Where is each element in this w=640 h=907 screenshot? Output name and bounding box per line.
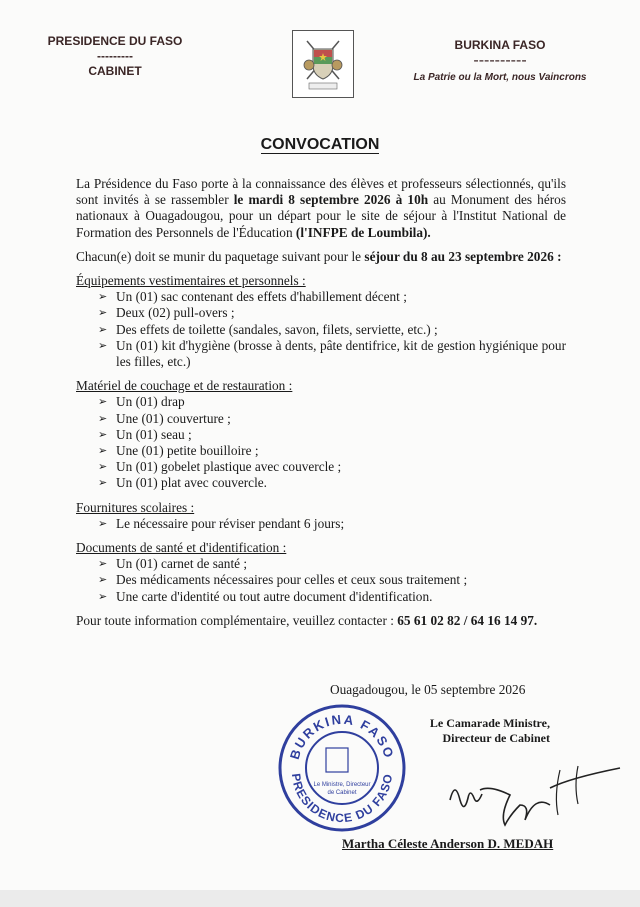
list-item: ➢ Une carte d'identité ou tout autre document d'identification. — [98, 588, 433, 604]
header-right — [400, 38, 600, 85]
arrow-bullet-icon: ➢ — [98, 291, 108, 304]
official-stamp — [276, 702, 408, 834]
section-list — [76, 394, 566, 491]
list-item: ➢ Un (01) sac contenant des effets d'habillement décent ; — [98, 289, 407, 305]
section-heading: Équipements vestimentaires et personnels : — [76, 273, 306, 289]
coat-of-arms-emblem — [292, 30, 354, 98]
header-left — [40, 34, 190, 79]
list-item: ➢ Une (01) petite bouilloire ; — [98, 443, 259, 459]
list-item: ➢ Un (01) plat avec couvercle. — [98, 475, 267, 491]
section-heading: Fournitures scolaires : — [76, 499, 195, 515]
arrow-bullet-icon: ➢ — [98, 517, 108, 530]
section-list — [76, 516, 566, 532]
section-list — [76, 556, 566, 605]
list-item: ➢ Une (01) couverture ; — [98, 410, 231, 426]
list-item: ➢ Le nécessaire pour réviser pendant 6 jours; — [98, 515, 345, 531]
arrow-bullet-icon: ➢ — [98, 412, 108, 425]
arrow-bullet-icon: ➢ — [98, 339, 108, 352]
svg-text:PRESIDENCE DU FASO: PRESIDENCE DU FASO — [288, 772, 396, 826]
arrow-bullet-icon: ➢ — [98, 445, 108, 458]
package-paragraph: Chacun(e) doit se munir du paquetage suivant pour le séjour du 8 au 23 septembre 2026 : — [76, 248, 562, 264]
arrow-bullet-icon: ➢ — [98, 461, 108, 474]
section-list — [76, 289, 566, 370]
header-left-separator: --------- — [97, 49, 133, 63]
page-title: CONVOCATION — [260, 136, 380, 153]
signatory-name: Martha Céleste Anderson D. MEDAH — [342, 836, 554, 851]
place-date: Ouagadougou, le 05 septembre 2026 — [330, 682, 526, 697]
document-body — [76, 176, 566, 637]
contact-paragraph: Pour toute information complémentaire, veuillez contacter : 65 61 02 82 / 64 16 14 97. — [76, 612, 538, 628]
list-item: ➢ Un (01) drap — [98, 394, 185, 410]
list-item: ➢ Un (01) kit d'hygiène (brosse à dents, pâte dentifrice, kit de gestion hygiénique pour les filles, etc.) — [98, 337, 566, 370]
list-item: ➢ Deux (02) pull-overs ; — [98, 305, 235, 321]
svg-text:de Cabinet: de Cabinet — [327, 790, 357, 796]
list-item: ➢ Un (01) seau ; — [98, 426, 192, 442]
svg-text:Le Ministre, Directeur: Le Ministre, Directeur — [313, 782, 371, 788]
arrow-bullet-icon: ➢ — [98, 428, 108, 441]
bottom-band — [0, 890, 640, 907]
arrow-bullet-icon: ➢ — [98, 558, 108, 571]
arrow-bullet-icon: ➢ — [98, 396, 108, 409]
header-right-separator: ---------- — [473, 52, 527, 69]
svg-text:BURKINA FASO: BURKINA FASO — [286, 711, 398, 762]
arrow-bullet-icon: ➢ — [98, 323, 108, 336]
list-item: ➢ Un (01) gobelet plastique avec couvercle ; — [98, 459, 342, 475]
arrow-bullet-icon: ➢ — [98, 477, 108, 490]
header-motto: La Patrie ou la Mort, nous Vaincrons — [413, 72, 587, 83]
header-cabinet: CABINET — [88, 64, 142, 78]
intro-paragraph: La Présidence du Faso porte à la connaissance des élèves et professeurs sélectionnés, qu'ils sont invités à se rassembler le mardi 8 septembre 2026 à 10h au Monument des héros nationaux à Ouagadougou, pour un départ pour le site de séjour à l'Institut National de Formation des Personnels de l'Éducation (l'INFPE de Loumbila). — [76, 176, 566, 240]
signatory-title: Le Camarade Ministre, Directeur de Cabinet — [429, 716, 550, 745]
handwritten-signature — [440, 760, 630, 830]
header-presidence: PRESIDENCE DU FASO — [47, 34, 183, 48]
contact-phones: 65 61 02 82 / 64 16 14 97. — [397, 612, 538, 628]
arrow-bullet-icon: ➢ — [98, 574, 108, 587]
section-heading: Documents de santé et d'identification : — [76, 540, 287, 556]
arrow-bullet-icon: ➢ — [98, 590, 108, 603]
header-country: BURKINA FASO — [454, 38, 546, 52]
list-item: ➢ Des effets de toilette (sandales, savon, filets, serviette, etc.) ; — [98, 321, 438, 337]
sections-list — [76, 273, 566, 605]
section-heading: Matériel de couchage et de restauration : — [76, 378, 293, 394]
arrow-bullet-icon: ➢ — [98, 307, 108, 320]
list-item: ➢ Un (01) carnet de santé ; — [98, 556, 248, 572]
list-item: ➢ Des médicaments nécessaires pour celles et ceux sous traitement ; — [98, 572, 468, 588]
